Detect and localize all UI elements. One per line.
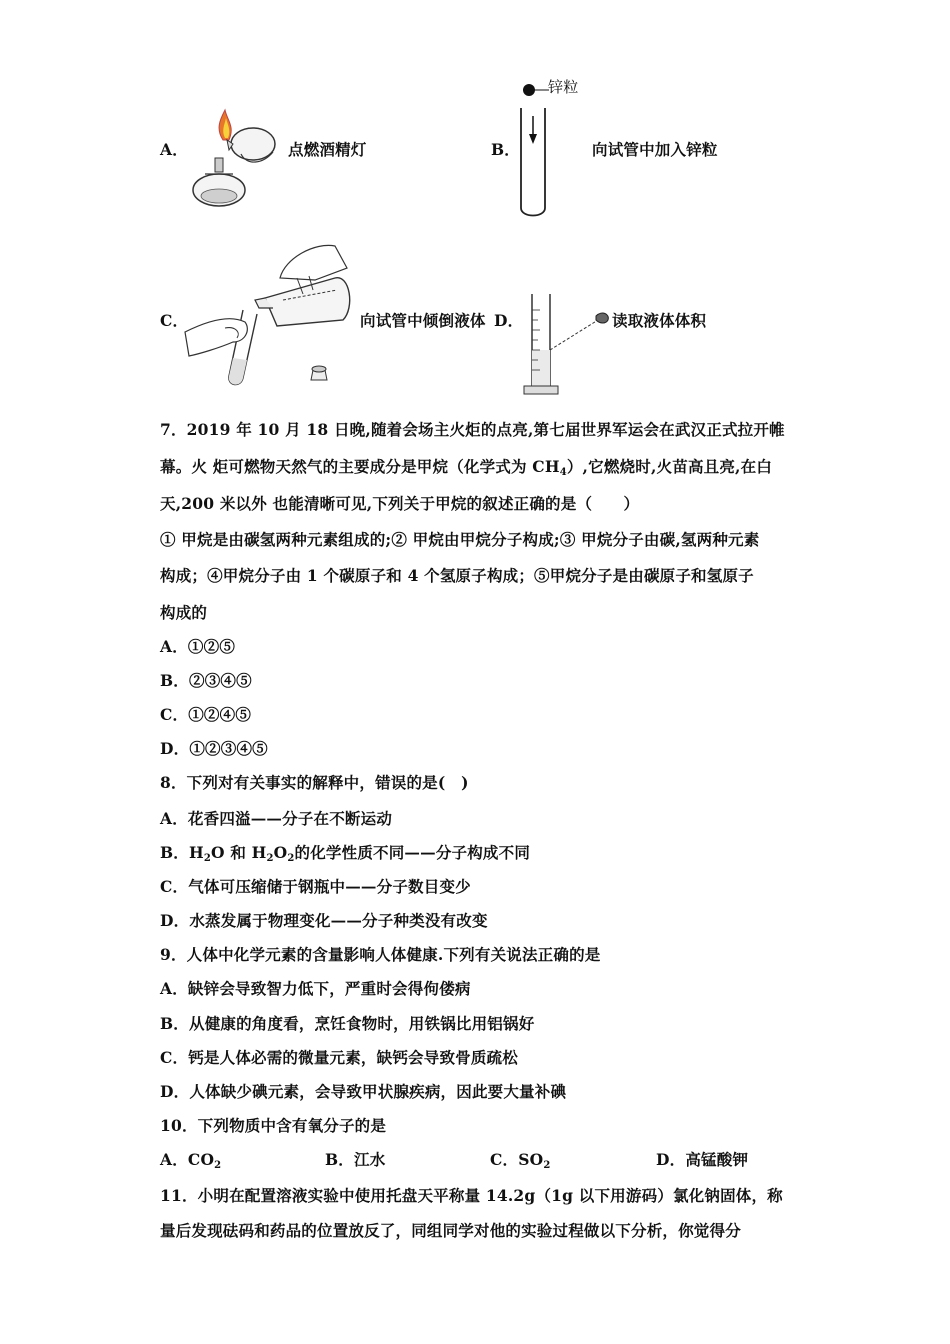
q9-option-a: A．缺锌会导致智力低下，严重时会得佝偻病 xyxy=(160,979,471,998)
q9-option-d: D．人体缺少碘元素，会导致甲状腺疾病，因此要大量补碘 xyxy=(160,1082,567,1101)
graduated-cylinder-illustration xyxy=(520,290,612,400)
q8-option-d: D．水蒸发属于物理变化——分子种类没有改变 xyxy=(160,911,488,930)
option-c-label: 向试管中倾倒液体 xyxy=(360,311,486,330)
option-d-letter: D． xyxy=(494,311,524,330)
q7-statement-line1: ① 甲烷是由碳氢两种元素组成的;② 甲烷由甲烷分子构成;③ 甲烷分子由碳,氢两种元素 xyxy=(160,530,760,549)
q7-option-c: C．①②④⑤ xyxy=(160,705,252,724)
option-a-letter: A． xyxy=(160,140,188,159)
q7-stem-line2: 幕。火 炬可燃物天然气的主要成分是甲烷（化学式为 $CH_4$）,它燃烧时,火苗高且亮,在白 xyxy=(160,457,773,478)
q10-option-b: B．江水 xyxy=(325,1150,386,1169)
q7-stem-line3: 天,200 米以外 也能清晰可见,下列关于甲烷的叙述正确的是（ ） xyxy=(160,494,640,513)
q11-stem-line1: 11．小明在配置溶液实验中使用托盘天平称量 14.2g（1g 以下用游码）氯化钠固体，称 xyxy=(160,1186,783,1205)
q7-statement-line3: 构成的 xyxy=(160,603,208,622)
q10-option-d: D．高锰酸钾 xyxy=(656,1150,749,1169)
q10-option-a: A．$CO_2$ xyxy=(160,1150,222,1171)
q8-stem: 8．下列对有关事实的解释中，错误的是( ) xyxy=(160,773,469,792)
option-c-letter: C． xyxy=(160,311,189,330)
q7-option-a: A．①②⑤ xyxy=(160,637,236,656)
q8-option-a: A．花香四溢——分子在不断运动 xyxy=(160,809,393,828)
q10-stem: 10．下列物质中含有氧分子的是 xyxy=(160,1116,387,1135)
zinc-label: 锌粒 xyxy=(548,78,579,96)
q9-stem: 9．人体中化学元素的含量影响人体健康.下列有关说法正确的是 xyxy=(160,945,601,964)
option-a-label: 点燃酒精灯 xyxy=(288,140,367,159)
q7-statement-line2: 构成；④甲烷分子由 1 个碳原子和 4 个氢原子构成；⑤甲烷分子是由碳原子和氢原子 xyxy=(160,566,754,585)
q8-option-b: B．$H_2O$ 和 $H_2O_2$的化学性质不同——分子构成不同 xyxy=(160,843,531,864)
alcohol-lamp-lighting-illustration xyxy=(185,108,285,213)
q7-option-b: B．②③④⑤ xyxy=(160,671,252,690)
q9-option-c: C．钙是人体必需的微量元素，缺钙会导致骨质疏松 xyxy=(160,1048,518,1067)
q10-option-c: C．$SO_2$ xyxy=(490,1150,551,1171)
q9-option-b: B．从健康的角度看，烹饪食物时，用铁锅比用铝锅好 xyxy=(160,1014,535,1033)
q11-stem-line2: 量后发现砝码和药品的位置放反了，同组同学对他的实验过程做以下分析，你觉得分 xyxy=(160,1221,741,1240)
q7-option-d: D．①②③④⑤ xyxy=(160,739,268,758)
q7-stem-line1: 7．2019 年 10 月 18 日晚,随着会场主火炬的点亮,第七届世界军运会在武汉正式拉开帷 xyxy=(160,420,785,439)
option-b-label: 向试管中加入锌粒 xyxy=(592,140,718,159)
option-b-letter: B． xyxy=(491,140,521,159)
q8-option-c: C．气体可压缩储于钢瓶中——分子数目变少 xyxy=(160,877,471,896)
pouring-liquid-illustration xyxy=(185,238,355,388)
option-d-label: 读取液体体积 xyxy=(612,311,707,330)
